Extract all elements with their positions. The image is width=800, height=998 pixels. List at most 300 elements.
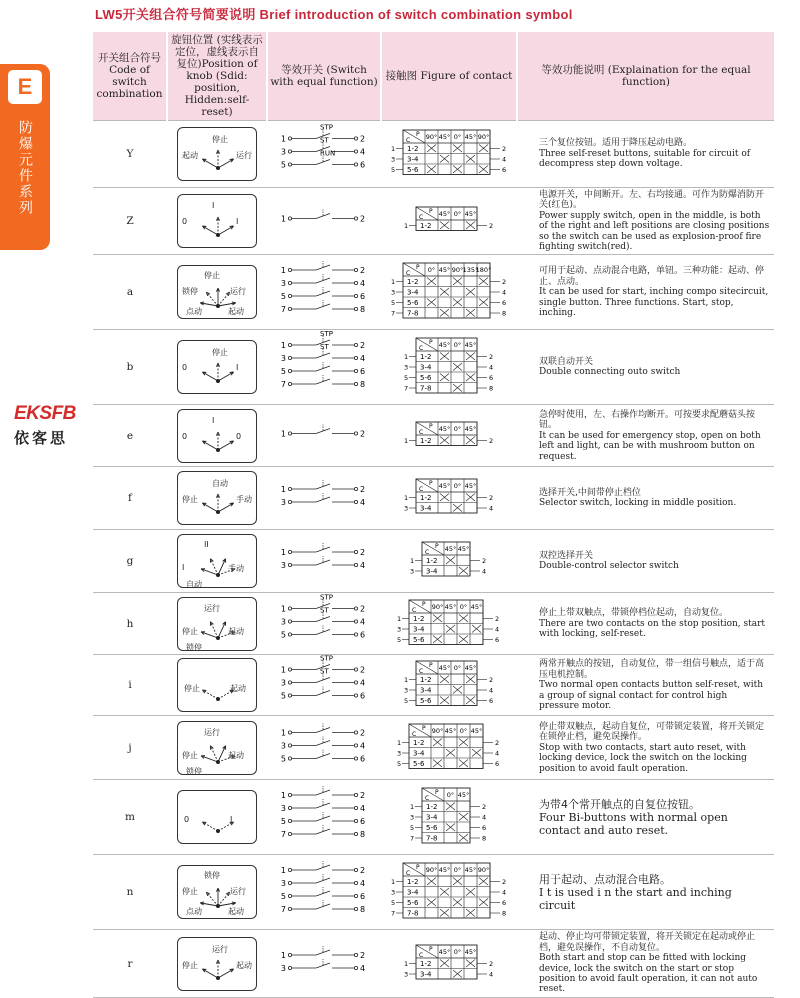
terminal-label: 2 — [360, 665, 366, 675]
knob-position-label: 停止 — [182, 750, 198, 760]
svg-text:1: 1 — [390, 277, 395, 286]
svg-text:6: 6 — [495, 759, 500, 768]
terminal-label: 4 — [360, 617, 366, 627]
contact-angle-label: 0° — [446, 790, 455, 799]
function-en: Stop with two contacts, start auto reset, with locking device, lock the switch on the locking position to avoid fault operation. — [539, 742, 747, 774]
svg-text:5: 5 — [403, 697, 408, 706]
svg-text:7: 7 — [390, 309, 395, 318]
svg-text:4: 4 — [488, 504, 493, 513]
contact-angle-label: 0° — [459, 602, 468, 611]
page-title: LW5开关组合符号简要说明 Brief introduction of switch combination symbol — [95, 7, 573, 22]
contact-chart — [402, 336, 497, 395]
contact-angle-label: 45° — [438, 865, 450, 874]
contact-angle-label: 0° — [453, 482, 461, 491]
contact-angle-label: 45° — [457, 790, 470, 799]
contact-angle-label: 90° — [477, 865, 489, 874]
svg-text:5: 5 — [390, 298, 395, 307]
contact-chart — [389, 861, 510, 920]
table-row — [93, 467, 774, 530]
row-code: f — [93, 467, 167, 530]
row-knob — [167, 255, 267, 330]
contact-pair-label: 3-4 — [419, 363, 431, 372]
contact-chart — [395, 598, 503, 647]
contact-angle-label: 45° — [438, 947, 450, 956]
terminal-label: 3 — [280, 147, 286, 157]
contact-pair-label: 3-4 — [413, 625, 425, 634]
svg-text:3: 3 — [410, 813, 415, 822]
knob-diagram — [177, 721, 257, 775]
knob-diagram — [177, 127, 257, 181]
switch-symbol — [274, 718, 374, 774]
contact-angle-label: 45° — [464, 947, 476, 956]
terminal-label: 5 — [280, 691, 286, 701]
knob-position-label: 起动 — [230, 684, 246, 694]
terminal-label: 1 — [280, 665, 286, 675]
terminal-label: 2 — [360, 485, 366, 495]
row-contact — [381, 467, 517, 530]
knob-arrow-icon — [178, 410, 258, 464]
contact-chart — [389, 128, 510, 177]
svg-text:P: P — [428, 208, 433, 216]
knob-arrow-icon — [178, 791, 258, 845]
row-function — [517, 330, 774, 405]
knob-position-label: II — [204, 540, 209, 550]
contact-angle-label: 90° — [431, 602, 444, 611]
knob-diagram — [177, 534, 257, 588]
contact-angle-label: 0° — [427, 265, 435, 274]
knob-position-label: 运行 — [230, 287, 246, 297]
svg-text:C: C — [425, 794, 430, 802]
terminal-label: 3 — [280, 498, 286, 508]
svg-text:3: 3 — [390, 888, 395, 897]
knob-diagram — [177, 340, 257, 394]
contact-angle-label: 0° — [459, 726, 468, 735]
contact-angle-label: 45° — [470, 726, 483, 735]
contact-pair-label: 1-2 — [419, 352, 431, 361]
svg-text:2: 2 — [488, 959, 493, 968]
knob-position-label: I — [236, 217, 239, 227]
svg-text:6: 6 — [488, 373, 493, 382]
terminal-label: 5 — [280, 892, 286, 902]
knob-position-label: I — [212, 415, 215, 425]
terminal-label: 6 — [360, 691, 366, 701]
function-cn: 两常开触点的按钮，自动复位，带一组信号触点，适于高压电机控制。 — [539, 659, 765, 680]
brand-logo-text: EKSFB — [14, 403, 76, 424]
switch-label: ST — [320, 606, 329, 615]
function-en: It can be used for emergency stop, open on both left and light, can be with mushroom button on request. — [539, 430, 761, 462]
svg-text:2: 2 — [501, 877, 506, 886]
header-contact: 接触图 Figure of contact — [381, 32, 517, 121]
row-contact — [381, 188, 517, 255]
function-en: Selector switch, locking in middle position. — [539, 498, 737, 509]
knob-diagram — [177, 597, 257, 651]
row-contact — [381, 121, 517, 188]
table-row — [93, 855, 774, 930]
terminal-label: 7 — [280, 830, 286, 840]
svg-text:P: P — [415, 130, 420, 138]
contact-pair-label: 1-2 — [406, 277, 418, 286]
row-knob — [167, 405, 267, 467]
terminal-label: 1 — [280, 134, 286, 144]
svg-text:7: 7 — [390, 909, 395, 918]
svg-text:3: 3 — [390, 288, 395, 297]
table-row — [93, 188, 774, 255]
svg-text:2: 2 — [495, 614, 500, 623]
terminal-label: 5 — [280, 817, 286, 827]
row-code: g — [93, 530, 167, 593]
terminal-label: 2 — [360, 134, 366, 144]
terminal-label: 1 — [280, 791, 286, 801]
function-cn: 停止上带双触点，带锁停档位起动，自动复位。 — [539, 608, 729, 619]
svg-text:1: 1 — [403, 494, 408, 503]
row-contact — [381, 780, 517, 855]
terminal-label: 3 — [280, 279, 286, 289]
row-code: Y — [93, 121, 167, 188]
terminal-label: 1 — [280, 341, 286, 351]
terminal-label: 3 — [280, 561, 286, 571]
row-code: n — [93, 855, 167, 930]
row-switch — [267, 467, 381, 530]
switch-symbol — [274, 855, 374, 925]
contact-angle-label: 90° — [425, 865, 437, 874]
contact-pair-label: 3-4 — [413, 749, 425, 758]
contact-pair-label: 1-2 — [406, 144, 418, 153]
svg-text:2: 2 — [488, 676, 493, 685]
contact-pair-label: 1-2 — [426, 557, 438, 566]
svg-text:P: P — [435, 788, 439, 796]
row-switch — [267, 121, 381, 188]
knob-position-label: I — [230, 815, 233, 825]
terminal-label: 1 — [280, 214, 286, 224]
table-row — [93, 405, 774, 467]
knob-position-label: 起动 — [182, 151, 198, 160]
knob-position-label: 锁停 — [204, 871, 220, 881]
svg-text:4: 4 — [495, 625, 500, 634]
terminal-label: 6 — [360, 892, 366, 902]
knob-position-label: 0 — [182, 431, 188, 441]
svg-text:4: 4 — [501, 888, 506, 897]
svg-text:C: C — [412, 730, 417, 738]
contact-angle-label: 45° — [438, 664, 450, 673]
row-code: Z — [93, 188, 167, 255]
function-cn: 可用于起动、点动混合电路，单钮。三种功能：起动、停止、点动。 — [539, 266, 765, 287]
row-knob — [167, 330, 267, 405]
terminal-label: 2 — [360, 429, 366, 439]
contact-pair-label: 5-6 — [426, 823, 438, 832]
function-cn: 电源开关，中间断开。左、右均接通。可作为防爆消防开关(红色)。 — [539, 190, 765, 211]
knob-position-label: 起动 — [228, 907, 244, 917]
terminal-label: 6 — [360, 292, 366, 302]
knob-position-label: I — [212, 201, 215, 211]
svg-text:3: 3 — [403, 970, 408, 979]
row-switch — [267, 655, 381, 716]
row-knob — [167, 780, 267, 855]
contact-pair-label: 5-6 — [419, 697, 431, 706]
row-contact — [381, 330, 517, 405]
function-en: Both start and stop can be fitted with locking device, lock the switch on the start or stop position to avoid fault operation, it can not auto reset. — [539, 953, 758, 995]
contact-chart — [408, 786, 490, 845]
svg-text:2: 2 — [501, 277, 506, 286]
svg-text:C: C — [418, 951, 423, 959]
svg-text:8: 8 — [482, 834, 487, 843]
svg-text:C: C — [418, 668, 423, 676]
row-function — [517, 121, 774, 188]
svg-text:4: 4 — [501, 288, 506, 297]
contact-angle-label: 45° — [438, 482, 450, 491]
contact-pair-label: 7-8 — [406, 309, 418, 318]
svg-text:1: 1 — [410, 557, 415, 566]
contact-angle-label: 90° — [451, 265, 463, 274]
terminal-label: 2 — [360, 214, 366, 224]
header-row — [93, 32, 774, 121]
contact-angle-label: 45° — [464, 210, 476, 219]
knob-position-label: 停止 — [184, 684, 200, 694]
svg-text:3: 3 — [403, 686, 408, 695]
svg-text:3: 3 — [397, 749, 402, 758]
svg-text:5: 5 — [397, 635, 402, 644]
terminal-label: 8 — [360, 305, 366, 315]
brand-name: 依客思 — [14, 429, 69, 447]
knob-position-label: 停止 — [204, 271, 220, 281]
switch-label: RUN — [320, 149, 336, 158]
contact-angle-label: 45° — [444, 545, 457, 554]
switch-symbol — [274, 538, 374, 580]
contact-chart — [402, 205, 497, 233]
function-en: Three self-reset buttons, suitable for circuit of decompress step down voltage. — [539, 148, 751, 170]
terminal-label: 7 — [280, 305, 286, 315]
terminal-label: 6 — [360, 367, 366, 377]
row-function — [517, 405, 774, 467]
row-function — [517, 655, 774, 716]
row-function — [517, 593, 774, 655]
switch-symbol — [274, 419, 374, 449]
knob-diagram — [177, 937, 257, 991]
contact-pair-label: 7-8 — [426, 834, 438, 843]
terminal-label: 1 — [280, 266, 286, 276]
symbol-table — [93, 32, 774, 998]
contact-pair-label: 1-2 — [419, 959, 431, 968]
svg-text:P: P — [415, 263, 420, 271]
table-row — [93, 655, 774, 716]
terminal-label: 2 — [360, 728, 366, 738]
terminal-label: 4 — [360, 354, 366, 364]
terminal-label: 5 — [280, 367, 286, 377]
knob-position-label: 0 — [182, 363, 188, 373]
terminal-label: 6 — [360, 754, 366, 764]
svg-text:2: 2 — [488, 494, 493, 503]
svg-text:P: P — [422, 724, 426, 732]
terminal-label: 4 — [360, 678, 366, 688]
terminal-label: 1 — [280, 604, 286, 614]
contact-pair-label: 1-2 — [413, 614, 425, 623]
svg-text:1: 1 — [390, 877, 395, 886]
terminal-label: 5 — [280, 630, 286, 640]
contact-angle-label: 45° — [438, 210, 450, 219]
row-switch — [267, 405, 381, 467]
knob-position-label: 停止 — [212, 348, 228, 358]
knob-position-label: 0 — [236, 431, 242, 441]
switch-label: ST — [320, 667, 329, 676]
contact-pair-label: 3-4 — [406, 888, 418, 897]
terminal-label: 4 — [360, 804, 366, 814]
header-switch: 等效开关 (Switch with equal function) — [267, 32, 381, 121]
row-switch — [267, 330, 381, 405]
contact-angle-label: 0° — [453, 947, 461, 956]
row-contact — [381, 530, 517, 593]
header-function: 等效功能说明 (Explaination for the equal function) — [517, 32, 774, 121]
contact-chart — [402, 477, 497, 515]
contact-pair-label: 1-2 — [413, 738, 425, 747]
svg-text:5: 5 — [410, 823, 415, 832]
function-en: Power supply switch, open in the middle, is both of the right and left positions are closing positions so the switch can be used as explosion-proof fire fighting switch(red). — [539, 210, 770, 253]
terminal-label: 3 — [280, 617, 286, 627]
svg-text:1: 1 — [403, 676, 408, 685]
svg-text:8: 8 — [501, 309, 506, 318]
table-row — [93, 330, 774, 405]
row-code: i — [93, 655, 167, 716]
knob-position-label: 锁停 — [182, 287, 198, 297]
terminal-label: 4 — [360, 147, 366, 157]
row-function — [517, 930, 774, 997]
function-cn: 双联自动开关 — [539, 357, 594, 368]
function-cn: 急停时使用，左、右操作均断开。可按要求配蘑菇头按钮。 — [539, 409, 756, 431]
contact-angle-label: 0° — [453, 664, 461, 673]
terminal-label: 1 — [280, 485, 286, 495]
knob-position-label: 手动 — [228, 564, 244, 574]
svg-text:6: 6 — [488, 697, 493, 706]
svg-text:8: 8 — [488, 384, 493, 393]
row-switch — [267, 530, 381, 593]
svg-text:4: 4 — [488, 363, 493, 372]
terminal-label: 3 — [280, 354, 286, 364]
svg-text:5: 5 — [390, 165, 395, 174]
terminal-label: 2 — [360, 341, 366, 351]
row-knob — [167, 121, 267, 188]
svg-text:C: C — [412, 606, 417, 614]
svg-text:3: 3 — [403, 363, 408, 372]
table-row — [93, 930, 774, 997]
contact-angle-label: 180° — [475, 265, 491, 274]
terminal-label: 1 — [280, 728, 286, 738]
terminal-label: 4 — [360, 741, 366, 751]
svg-text:P: P — [428, 662, 433, 670]
switch-label: ST — [320, 136, 329, 145]
row-code: b — [93, 330, 167, 405]
contact-pair-label: 5-6 — [413, 635, 425, 644]
svg-text:3: 3 — [403, 504, 408, 513]
contact-angle-label: 45° — [470, 602, 483, 611]
contact-angle-label: 45° — [464, 482, 476, 491]
contact-pair-label: 1-2 — [419, 494, 431, 503]
row-code: m — [93, 780, 167, 855]
contact-angle-label: 45° — [457, 545, 470, 554]
svg-text:4: 4 — [488, 686, 493, 695]
svg-text:5: 5 — [397, 759, 402, 768]
svg-text:3: 3 — [390, 155, 395, 164]
switch-symbol — [274, 594, 374, 650]
svg-text:7: 7 — [410, 834, 415, 843]
contact-pair-label: 3-4 — [419, 686, 431, 695]
row-knob — [167, 655, 267, 716]
terminal-label: 6 — [360, 160, 366, 170]
row-switch — [267, 593, 381, 655]
brand-logo — [14, 404, 98, 448]
switch-symbol — [274, 941, 374, 983]
knob-position-label: 停止 — [182, 887, 198, 897]
contact-chart — [389, 261, 510, 320]
function-cn: 选择开关,中间带停止档位 — [539, 488, 641, 499]
contact-pair-label: 1-2 — [426, 802, 438, 811]
row-code: j — [93, 716, 167, 780]
svg-text:2: 2 — [488, 352, 493, 361]
contact-pair-label: 3-4 — [406, 288, 418, 297]
svg-text:P: P — [422, 600, 426, 608]
contact-angle-label: 90° — [477, 132, 489, 141]
svg-text:1: 1 — [397, 738, 402, 747]
contact-chart — [408, 540, 490, 578]
contact-chart — [402, 943, 497, 981]
terminal-label: 8 — [360, 380, 366, 390]
contact-chart — [395, 722, 503, 771]
contact-pair-label: 5-6 — [406, 898, 418, 907]
knob-position-label: 运行 — [230, 887, 246, 897]
contact-angle-label: 45° — [464, 865, 476, 874]
svg-text:P: P — [428, 423, 433, 431]
knob-position-label: 锁停 — [186, 642, 202, 652]
knob-diagram — [177, 658, 257, 712]
contact-angle-label: 45° — [444, 602, 457, 611]
svg-text:3: 3 — [397, 625, 402, 634]
knob-position-label: I — [182, 563, 185, 573]
contact-angle-label: 0° — [453, 340, 461, 349]
table-row — [93, 121, 774, 188]
function-en: Double-control selector switch — [539, 561, 679, 572]
contact-angle-label: 0° — [453, 865, 461, 874]
svg-text:C: C — [405, 136, 410, 144]
svg-text:C: C — [418, 429, 423, 437]
svg-text:4: 4 — [488, 970, 493, 979]
function-en: Two normal open contacts button self-reset, with a group of signal contact for control high pressure motor. — [539, 680, 764, 712]
terminal-label: 8 — [360, 905, 366, 915]
row-knob — [167, 530, 267, 593]
contact-angle-label: 0° — [453, 132, 461, 141]
row-contact — [381, 655, 517, 716]
function-cn: 为带4个常开触点的自复位按钮。 — [539, 797, 700, 811]
svg-text:2: 2 — [488, 437, 493, 446]
terminal-label: 3 — [280, 879, 286, 889]
table-row — [93, 593, 774, 655]
terminal-label: 4 — [360, 279, 366, 289]
row-knob — [167, 593, 267, 655]
contact-angle-label: 0° — [453, 425, 461, 434]
svg-text:1: 1 — [390, 144, 395, 153]
terminal-label: 3 — [280, 804, 286, 814]
contact-pair-label: 5-6 — [413, 759, 425, 768]
contact-angle-label: 90° — [431, 726, 444, 735]
knob-position-label: 手动 — [236, 495, 252, 505]
knob-position-label: 停止 — [212, 135, 228, 144]
contact-pair-label: 3-4 — [419, 970, 431, 979]
svg-text:2: 2 — [495, 738, 500, 747]
terminal-label: 5 — [280, 160, 286, 170]
header-code: 开关组合符号 Code of switch combination — [93, 32, 167, 121]
row-knob — [167, 930, 267, 997]
svg-text:1: 1 — [410, 802, 415, 811]
contact-pair-label: 3-4 — [426, 567, 438, 576]
row-contact — [381, 855, 517, 930]
terminal-label: 6 — [360, 630, 366, 640]
switch-symbol — [274, 204, 374, 234]
